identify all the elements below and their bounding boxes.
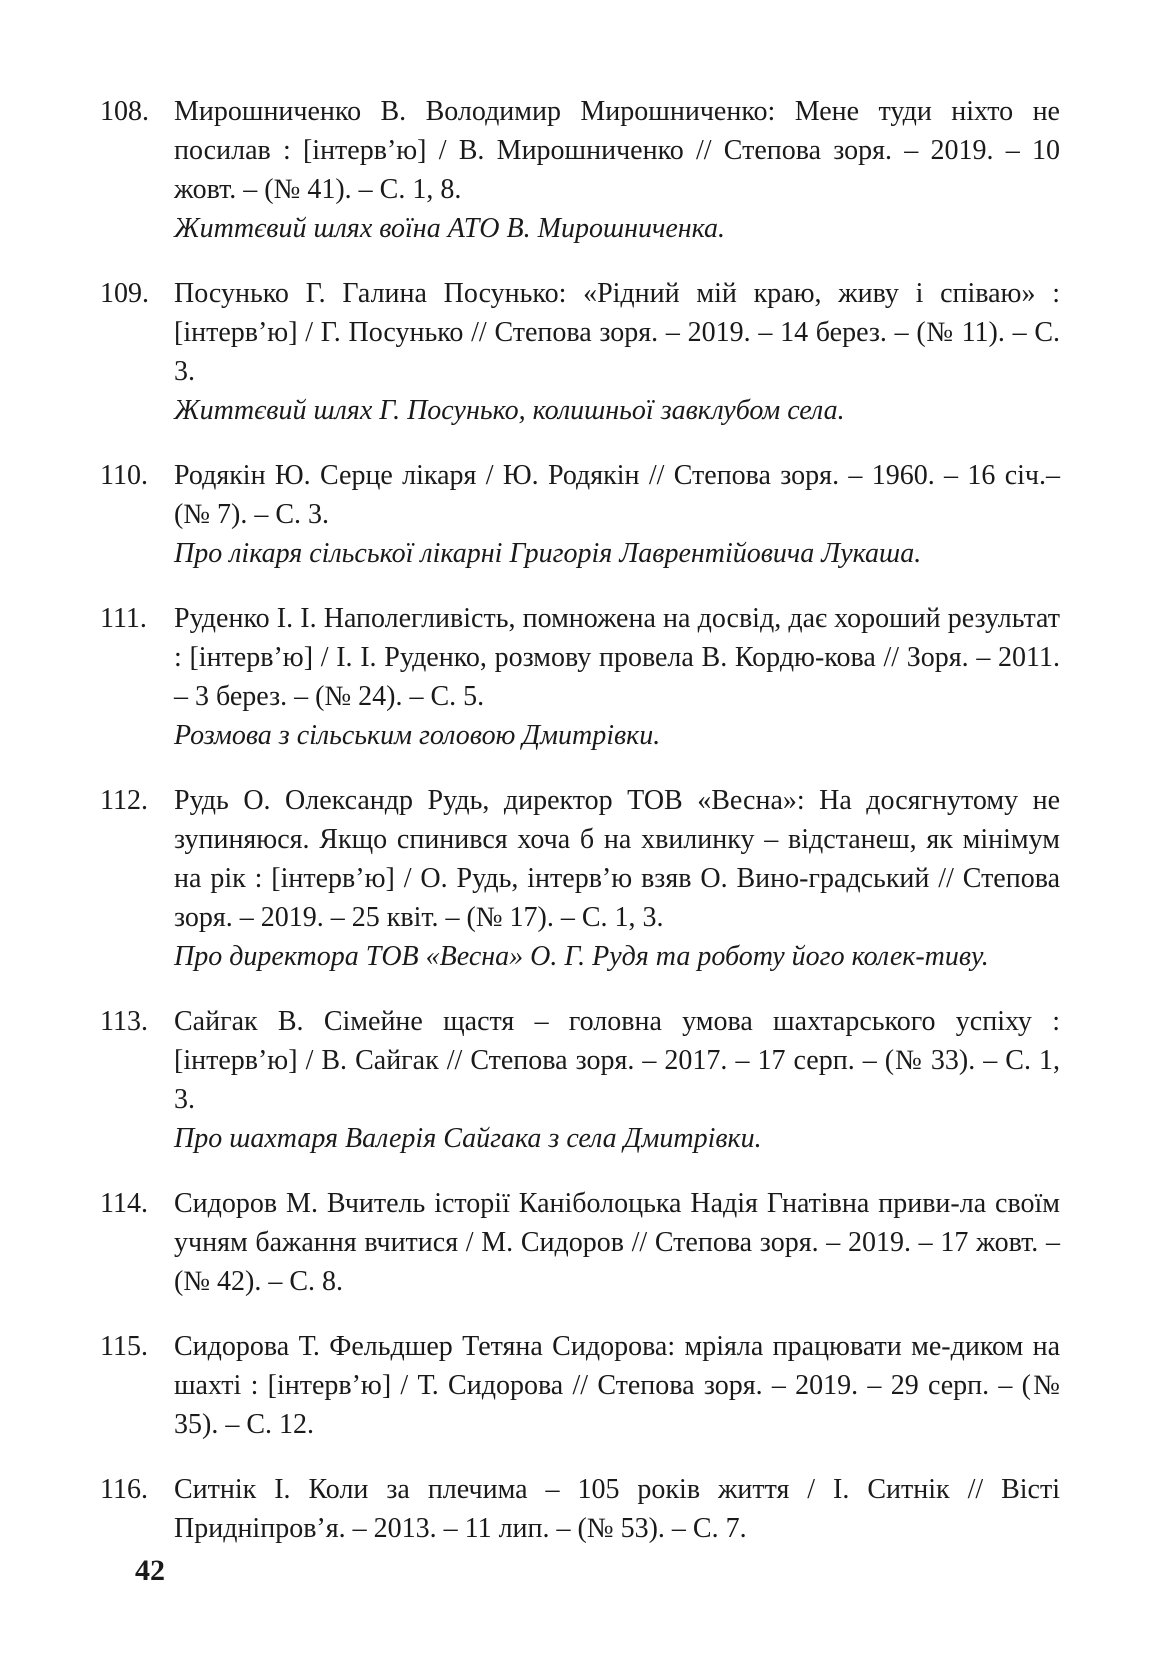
entry-body (174, 1327, 1060, 1444)
entry-number: 112. (100, 785, 148, 816)
bibliography-entry (100, 1327, 1060, 1444)
entry-number: 116. (100, 1474, 148, 1505)
entry-body (174, 781, 1060, 976)
entry-citation: Мирошниченко В. Володимир Мирошниченко: Мене туди ніхто не посилав : [інтерв’ю] / В. Мирошниченко // Степова зоря. – 2019. – 10 жовт. – (№ 41). – С. 1, 8. (174, 96, 1060, 205)
bibliography-entry (100, 1184, 1060, 1301)
bibliography-entry (100, 599, 1060, 755)
entry-annotation: Про директора ТОВ «Весна» О. Г. Рудя та роботу його колек-тиву. (174, 941, 989, 972)
entry-number: 110. (100, 460, 148, 491)
entry-citation: Руденко І. І. Наполегливість, помножена на досвід, дає хороший результат : [інтерв’ю] / І. І. Руденко, розмову провела В. Кордю-кова // Зоря. – 2011. – 3 берез. – (№ 24). – С. 5. (174, 603, 1060, 712)
bibliography-entry (100, 92, 1060, 248)
bibliography-entry (100, 274, 1060, 430)
page-number: 42 (135, 1554, 165, 1587)
bibliography-list (100, 92, 1060, 1574)
entry-number: 108. (100, 96, 149, 127)
entry-number: 115. (100, 1331, 148, 1362)
entry-annotation: Розмова з сільським головою Дмитрівки. (174, 720, 661, 751)
entry-body (174, 456, 1060, 573)
entry-body (174, 274, 1060, 430)
bibliography-entry (100, 781, 1060, 976)
entry-body (174, 599, 1060, 755)
entry-citation: Рудь О. Олександр Рудь, директор ТОВ «Весна»: На досягнутому не зупиняюся. Якщо спинився хоча б на хвилинку – відстанеш, як мінімум на рік : [інтерв’ю] / О. Рудь, інтерв’ю взяв О. Вино-градський // Степова зоря. – 2019. – 25 квіт. – (№ 17). – С. 1, 3. (174, 785, 1060, 933)
entry-citation: Посунько Г. Галина Посунько: «Рідний мій краю, живу і співаю» : [інтерв’ю] / Г. Посунько // Степова зоря. – 2019. – 14 берез. – (№ 11). – С. 3. (174, 278, 1060, 387)
entry-citation: Сидорова Т. Фельдшер Тетяна Сидорова: мріяла працювати ме-диком на шахті : [інтерв’ю] / Т. Сидорова // Степова зоря. – 2019. – 29 серп. – (№ 35). – С. 12. (174, 1331, 1060, 1440)
entry-annotation: Життєвий шлях воїна АТО В. Мирошниченка. (174, 213, 726, 244)
bibliography-entry (100, 456, 1060, 573)
entry-body (174, 92, 1060, 248)
entry-annotation: Про лікаря сільської лікарні Григорія Лаврентійовича Лукаша. (174, 538, 922, 569)
entry-citation: Родякін Ю. Серце лікаря / Ю. Родякін // Степова зоря. – 1960. – 16 січ.– (№ 7). – С. 3. (174, 460, 1060, 530)
entry-number: 109. (100, 278, 149, 309)
entry-number: 111. (100, 603, 147, 634)
bibliography-entry (100, 1002, 1060, 1158)
entry-body (174, 1002, 1060, 1158)
entry-body (174, 1184, 1060, 1301)
entry-number: 113. (100, 1006, 148, 1037)
entry-annotation: Про шахтаря Валерія Сайгака з села Дмитрівки. (174, 1123, 762, 1154)
entry-number: 114. (100, 1188, 148, 1219)
entry-annotation: Життєвий шлях Г. Посунько, колишньої завклубом села. (174, 395, 845, 426)
entry-citation: Ситнік І. Коли за плечима – 105 років життя / І. Ситнік // Вісті Придніпров’я. – 2013. – 11 лип. – (№ 53). – С. 7. (174, 1474, 1060, 1544)
entry-citation: Сидоров М. Вчитель історії Каніболоцька Надія Гнатівна приви-ла своїм учням бажання вчитися / М. Сидоров // Степова зоря. – 2019. – 17 жовт. – (№ 42). – С. 8. (174, 1188, 1060, 1297)
entry-body (174, 1470, 1060, 1548)
entry-citation: Сайгак В. Сімейне щастя – головна умова шахтарського успіху : [інтерв’ю] / В. Сайгак // Степова зоря. – 2017. – 17 серп. – (№ 33). – С. 1, 3. (174, 1006, 1060, 1115)
bibliography-entry (100, 1470, 1060, 1548)
